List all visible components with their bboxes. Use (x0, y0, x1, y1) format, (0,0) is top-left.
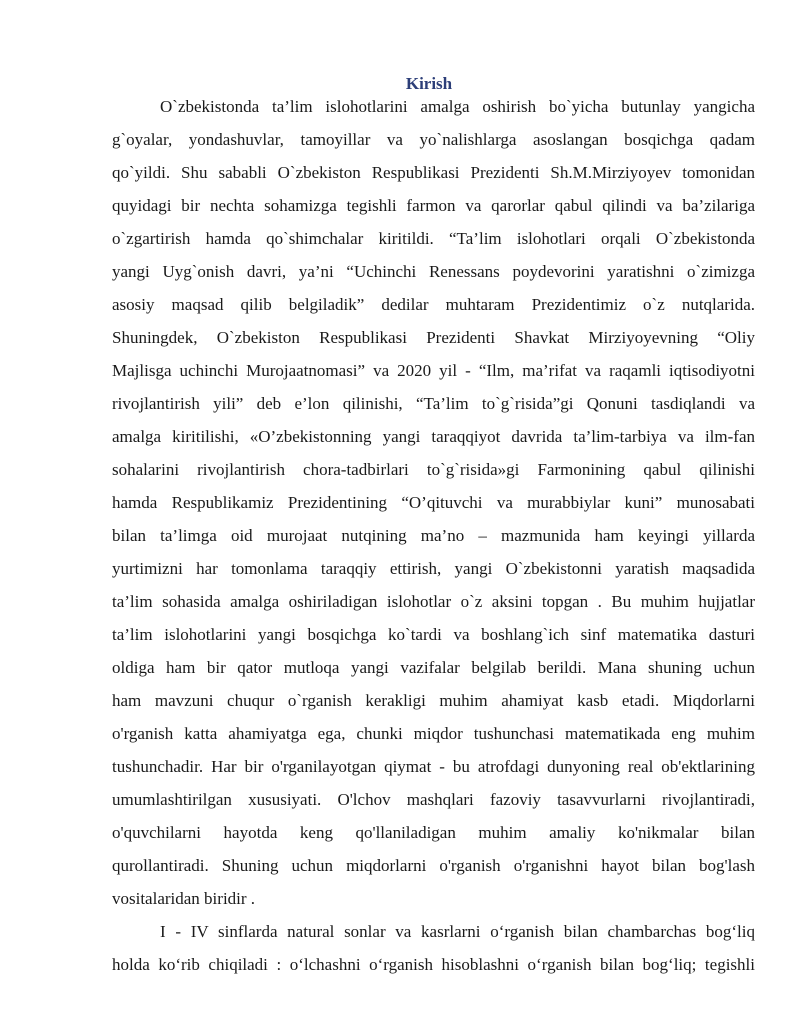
text-line: g`oyalar, yondashuvlar, tamoyillar va yo`nalishlarga asoslangan bosqichga qadam (112, 130, 755, 149)
text-line: Majlisga uchinchi Murojaatnomasi” va 2020 yil - “Ilm, ma’rifat va raqamli iqtisodiyotni (112, 361, 755, 380)
document-title: Kirish (405, 74, 453, 93)
text-line: yangi Uyg`onish davri, ya’ni “Uchinchi Renessans poydevorini yaratishni o`zimizga (112, 262, 755, 281)
text-line: qo`yildi. Shu sababli O`zbekiston Respublikasi Prezidenti Sh.M.Mirziyoyev tomonidan (112, 163, 755, 182)
text-line: vositalaridan biridir . (112, 889, 256, 908)
text-line: quyidagi bir nechta sohamizga tegishli farmon va qarorlar qabul qilindi va ba’zilariga (112, 196, 755, 215)
text-line: tushunchadir. Har bir o'rganilayotgan qiymat - bu atrofdagi dunyoning real ob'ektlarining (112, 757, 755, 776)
text-line: sohalarini rivojlantirish chora-tadbirlari to`g`risida»gi Farmonining qabul qilinishi (112, 460, 755, 479)
text-line: ta’lim sohasida amalga oshiriladigan islohotlar o`z aksini topgan . Bu muhim hujjatlar (112, 592, 755, 611)
text-line: ham mavzuni chuqur o`rganish kerakligi muhim ahamiyat kasb etadi. Miqdorlarni (112, 691, 755, 710)
text-line: hamda Respublikamiz Prezidentining “O’qituvchi va murabbiylar kuni” munosabati (112, 493, 755, 512)
text-line: Shuningdek, O`zbekiston Respublikasi Prezidenti Shavkat Mirziyoyevning “Oliy (112, 328, 755, 347)
text-line: o'quvchilarni hayotda keng qo'llaniladigan muhim amaliy ko'nikmalar bilan (112, 823, 755, 842)
text-line: ta’lim islohotlarini yangi bosqichga ko`tardi va boshlang`ich sinf matematika dasturi (112, 625, 755, 644)
text-line: oldiga ham bir qator mutloqa yangi vazifalar belgilab berildi. Mana shuning uchun (112, 658, 755, 677)
text-line: I - IV sinflarda natural sonlar va kasrlarni o‘rganish bilan chambarchas bog‘liq (160, 922, 755, 941)
text-line: O`zbekistonda ta’lim islohotlarini amalga oshirish bo`yicha butunlay yangicha (160, 97, 755, 116)
text-line: qurollantiradi. Shuning uchun miqdorlarni o'rganish o'rganishni hayot bilan bog'lash (112, 856, 755, 875)
text-line: o'rganish katta ahamiyatga ega, chunki miqdor tushunchasi matematikada eng muhim (112, 724, 755, 743)
text-line: amalga kiritilishi, «O’zbekistonning yangi taraqqiyot davrida ta’lim-tarbiya va ilm-fan (112, 427, 755, 446)
text-line: rivojlantirish yili” deb e’lon qilinishi, “Ta’lim to`g`risida”gi Qonuni tasdiqlandi va (112, 394, 755, 413)
text-line: holda ko‘rib chiqiladi : o‘lchashni o‘rganish hisoblashni o‘rganish bilan bog‘liq; tegishli (112, 955, 755, 974)
text-line: asosiy maqsad qilib belgiladik” dedilar muhtaram Prezidentimiz o`z nutqlarida. (112, 295, 755, 314)
text-line: bilan ta’limga oid murojaat nutqining ma’no – mazmunida ham keyingi yillarda (112, 526, 755, 545)
text-line: yurtimizni har tomonlama taraqqiy ettirish, yangi O`zbekistonni yaratish maqsadida (112, 559, 755, 578)
text-line: o`zgartirish hamda qo`shimchalar kiritildi. “Ta’lim islohotlari orqali O`zbekistonda (112, 229, 755, 248)
text-line: umumlashtirilgan xususiyati. O'lchov mashqlari fazoviy tasavvurlarni rivojlantiradi, (112, 790, 755, 809)
